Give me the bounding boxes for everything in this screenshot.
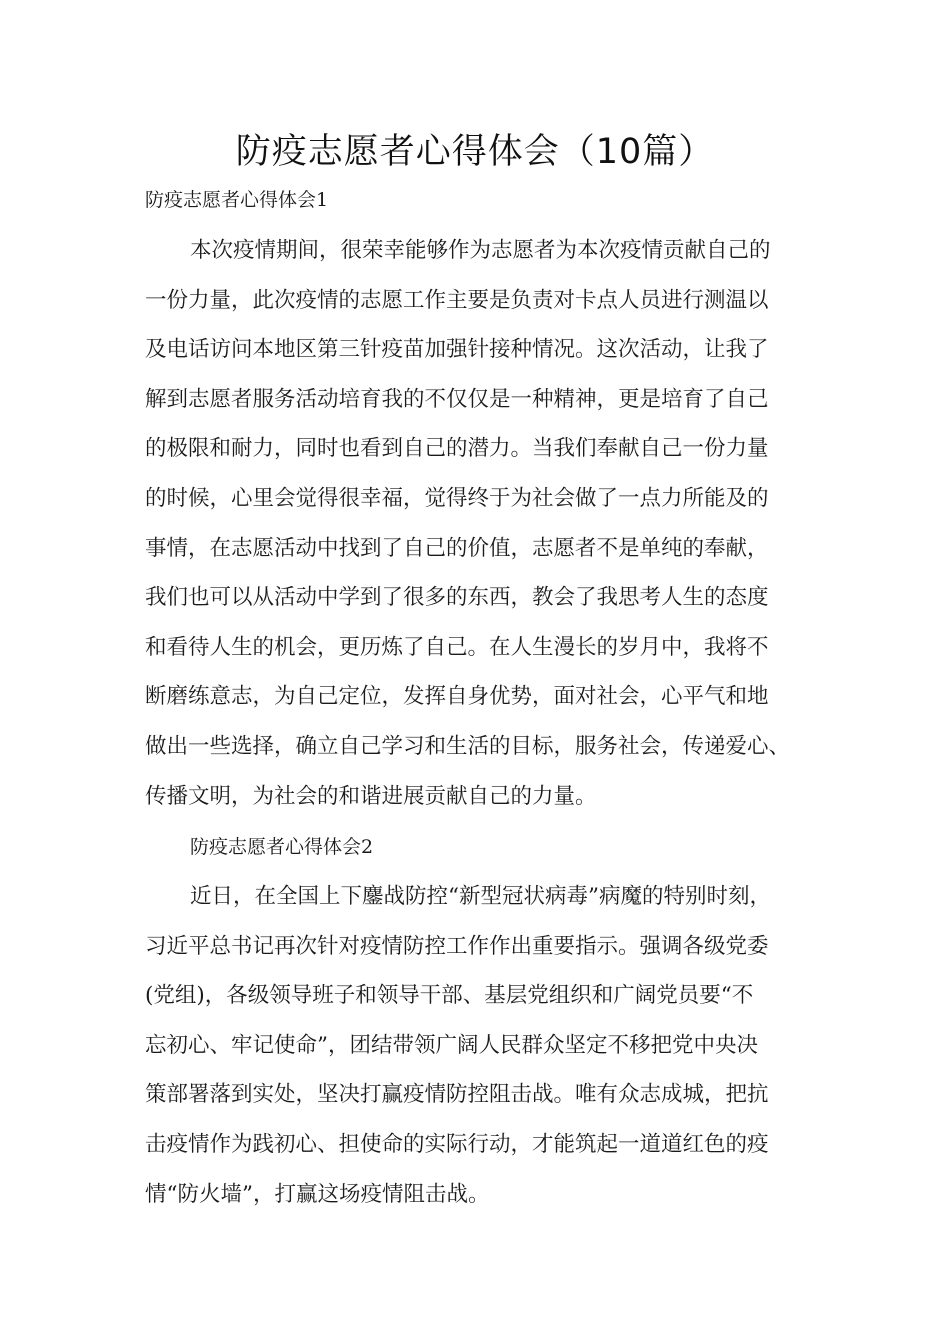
paragraph-line: 情“防火墙”，打赢这场疫情阻击战。 (145, 1181, 490, 1207)
paragraph-line: 忘初心、牢记使命”，团结带领广阔人民群众坚定不移把党中央决 (145, 1032, 758, 1058)
paragraph-line: 我们也可以从活动中学到了很多的东西，教会了我思考人生的态度 (145, 585, 769, 611)
paragraph-line: 及电话访问本地区第三针疫苗加强针接种情况。这次活动，让我了 (145, 337, 769, 363)
paragraph-line: 击疫情作为践初心、担使命的实际行动，才能筑起一道道红色的疫 (145, 1131, 769, 1157)
paragraph-line: 传播文明，为社会的和谐进展贡献自己的力量。 (145, 783, 597, 809)
paragraph-line: 和看待人生的机会，更历炼了自己。在人生漫长的岁月中，我将不 (145, 634, 769, 660)
paragraph-line: 的极限和耐力，同时也看到自己的潜力。当我们奉献自己一份力量 (145, 436, 769, 462)
paragraph-line: 的时候，心里会觉得很幸福，觉得终于为社会做了一点力所能及的 (145, 485, 769, 511)
paragraph-line: 策部署落到实处，坚决打赢疫情防控阻击战。唯有众志成城，把抗 (145, 1082, 769, 1108)
paragraph-line: (党组)，各级领导班子和领导干部、基层党组织和广阔党员要“不 (145, 983, 754, 1009)
paragraph-line: 一份力量，此次疫情的志愿工作主要是负责对卡点人员进行测温以 (145, 287, 769, 313)
paragraph-line: 本次疫情期间，很荣幸能够作为志愿者为本次疫情贡献自己的 (190, 238, 771, 263)
paragraph-line: 事情，在志愿活动中找到了自己的价值，志愿者不是单纯的奉献， (145, 535, 769, 561)
section-1-heading: 防疫志愿者心得体会1 (145, 189, 329, 211)
paragraph-line: 习近平总书记再次针对疫情防控工作作出重要指示。强调各级党委 (145, 933, 769, 959)
section-2-paragraph (145, 882, 835, 1229)
paragraph-line: 做出一些选择，确立自己学习和生活的目标，服务社会，传递爱心、 (145, 733, 791, 759)
paragraph-line: 近日，在全国上下鏖战防控“新型冠状病毒”病魔的特别时刻， (190, 884, 771, 909)
paragraph-line: 断磨练意志，为自己定位，发挥自身优势，面对社会，心平气和地 (145, 684, 769, 710)
paragraph-line: 解到志愿者服务活动培育我的不仅仅是一种精神，更是培育了自己 (145, 386, 769, 412)
section-1-paragraph (145, 236, 835, 831)
section-2-heading: 防疫志愿者心得体会2 (190, 836, 374, 858)
document-title: 防疫志愿者心得体会（10篇） (235, 132, 715, 172)
